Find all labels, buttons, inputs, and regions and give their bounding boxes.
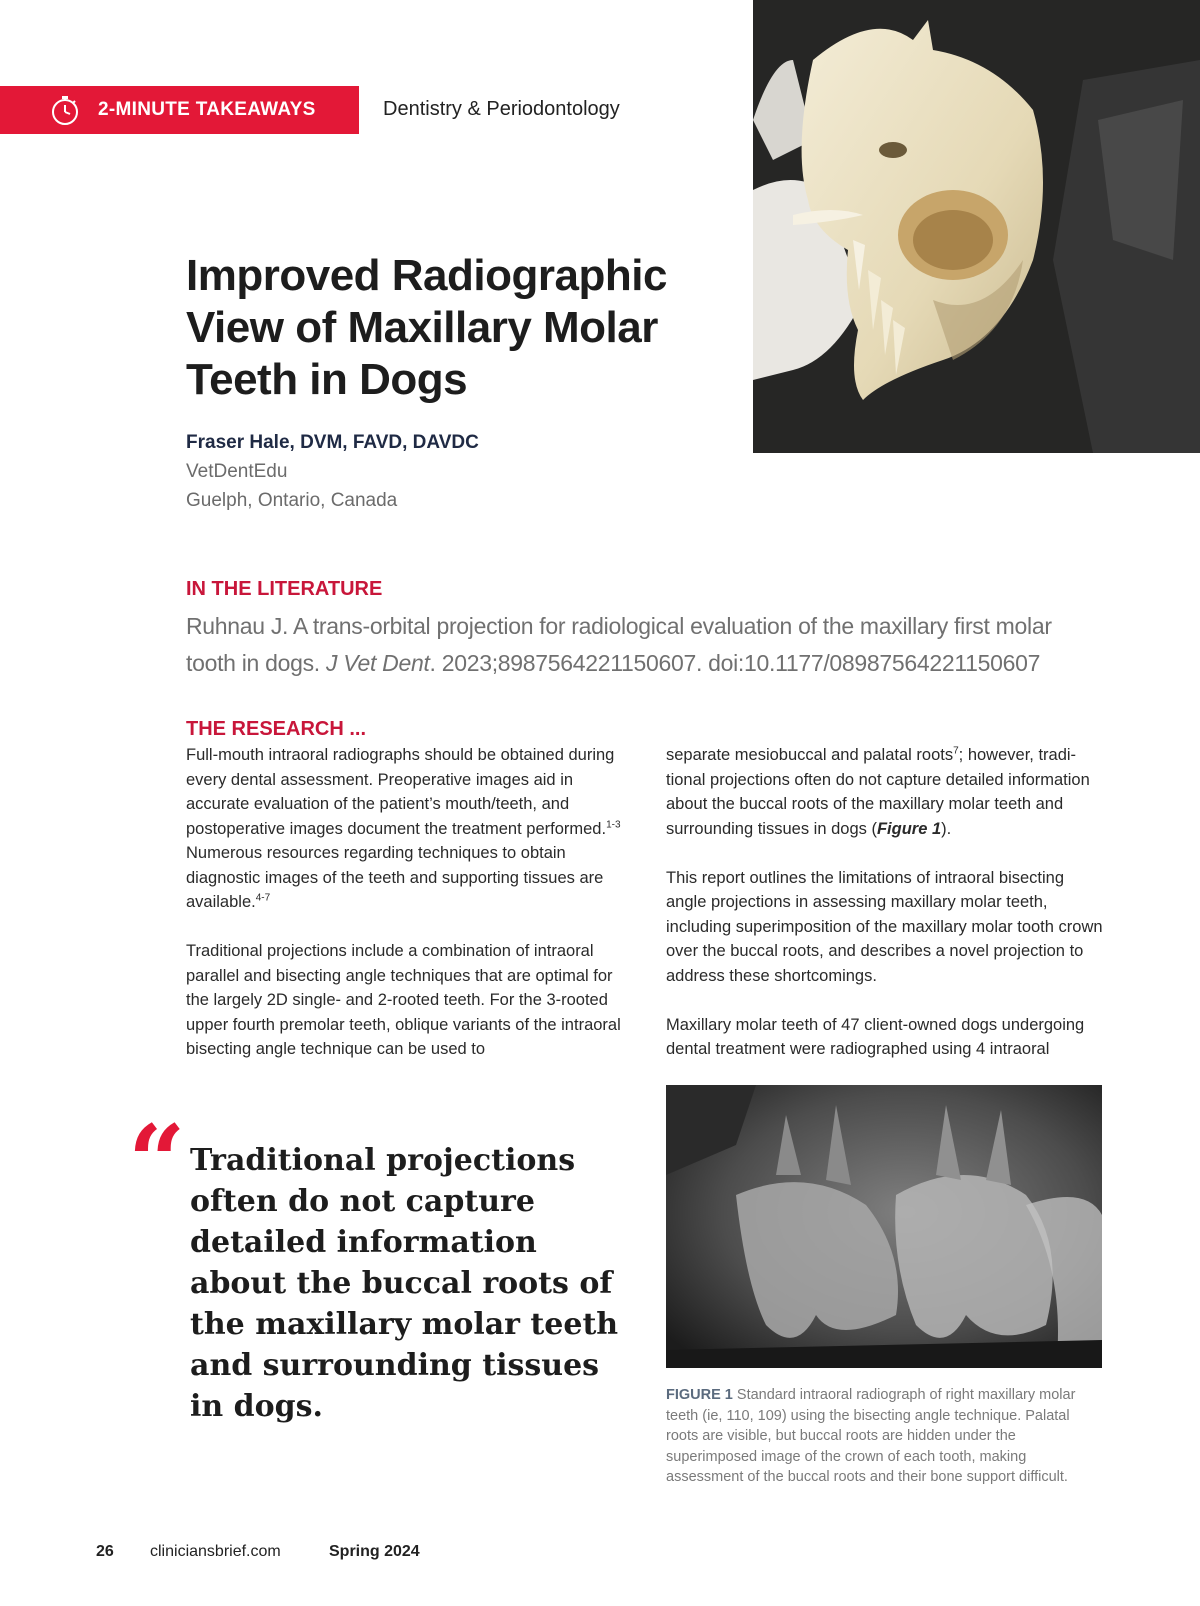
citation	[186, 608, 1066, 682]
paragraph-text: Numerous resources regarding techniques to obtain diagnostic images of the teeth and supporting tissues are available.	[186, 844, 604, 911]
paragraph: Traditional projections include a combination of intraoral parallel and bisecting angle techniques that are optimal for the largely 2D single- and 2-rooted teeth. For the 3-rooted upper fourth premolar teeth, oblique variants of the intraoral bisecting angle technique can be used to	[186, 942, 621, 1058]
body-column-left	[186, 743, 626, 1086]
banner-label: 2-MINUTE TAKEAWAYS	[98, 99, 316, 120]
citation-details: . 2023;8987564221150607. doi:10.1177/08987564221150607	[429, 650, 1041, 676]
skull-photo	[753, 0, 1200, 453]
citation-ref: 1-3	[606, 819, 621, 830]
body-column-right	[666, 743, 1106, 1086]
paragraph-text: separate mesiobuccal and palatal roots	[666, 746, 954, 764]
figure-caption-text: Standard intraoral radiograph of right maxillary molar teeth (ie, 110, 109) using the bisecting angle technique. Palatal roots are visible, but buccal roots are hidden under the superimposed image of the crown of each tooth, making assessment of the buccal roots and their bone support difficult.	[666, 1387, 1076, 1485]
stopwatch-icon	[48, 93, 82, 127]
paragraph: Maxillary molar teeth of 47 client-owned dogs undergoing dental treatment were radiographed using 4 intraoral	[666, 1015, 1085, 1058]
paragraph-text: Full-mouth intraoral radiographs should be obtained during every dental assessment. Preoperative images aid in accurate evaluation of the patient’s mouth/teeth, and postoperative images document the treatment performed.	[186, 746, 615, 838]
pull-quote: Traditional projections often do not capture detailed information about the buccal roots of the maxillary molar teeth and surrounding tissues in dogs.	[190, 1143, 619, 1424]
footer-site: cliniciansbrief.com	[150, 1543, 281, 1560]
figure-reference: Figure 1	[876, 819, 942, 838]
figure-label: FIGURE 1	[666, 1387, 733, 1403]
research-heading: THE RESEARCH ...	[186, 718, 367, 740]
footer-issue: Spring 2024	[329, 1543, 420, 1560]
takeaways-banner	[0, 86, 359, 134]
figure-caption	[666, 1385, 1102, 1488]
article-title: Improved Radiographic View of Maxillary Molar Teeth in Dogs	[186, 251, 667, 404]
citation-journal: J Vet Dent	[326, 650, 430, 676]
quote-mark-icon: “	[128, 1103, 186, 1221]
citation-ref: 4-7	[255, 892, 271, 904]
radiograph-figure	[666, 1085, 1102, 1368]
page-number: 26	[96, 1543, 114, 1560]
paragraph	[666, 743, 1106, 841]
citation-ref: 7	[953, 745, 959, 757]
citation-text: Ruhnau J. A trans-orbital projection for radiological evaluation of the maxillary first molar tooth in dogs.	[186, 613, 1052, 676]
author-name: Fraser Hale, DVM, FAVD, DAVDC	[186, 432, 479, 453]
paragraph: This report outlines the limitations of intraoral bisecting angle projections in assessing maxillary molar teeth, including superimposition of the maxillary molar tooth crown over the buccal roots, and describes a novel projection to address these shortcomings.	[666, 868, 1103, 985]
section-name: Dentistry & Periodontology	[383, 98, 620, 120]
author-affiliation: VetDentEdu	[186, 461, 288, 482]
paragraph-text: ).	[941, 819, 952, 838]
paragraph-text: ; however, traditional projections often do not capture detailed information about the buccal roots of the maxillary molar teeth and surrounding tissues in dogs (	[666, 746, 1090, 838]
paragraph	[186, 743, 626, 915]
author-location: Guelph, Ontario, Canada	[186, 490, 398, 511]
literature-heading: IN THE LITERATURE	[186, 578, 383, 600]
